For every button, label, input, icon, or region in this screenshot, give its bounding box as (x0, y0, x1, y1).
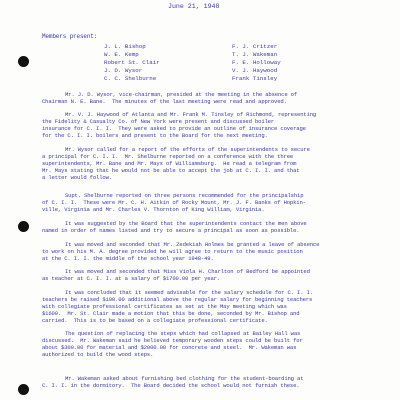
minutes-line: at the C. I. I. the middle of the school year 1948-49. (42, 255, 214, 262)
members-label: Members present: (42, 33, 98, 40)
minutes-line: insurance for C. I. I. They were asked to provide an outline of insurance coverage (42, 125, 306, 132)
minutes-line: C. I. I. in the dormitory. The Board decided the school would not furnish these. (42, 382, 300, 389)
member-name: T. J. Wakeman (232, 51, 278, 58)
member-name: J. D. Wysor (104, 67, 143, 74)
minutes-line: ville, Virginia and Mr. Charles V. Thornton of King William, Virginia. (42, 206, 265, 213)
member-name: J. L. Bishop (104, 43, 146, 50)
minutes-line: It was moved and seconded that Mr. Zedekiah Holmes be granted a leave of absence (65, 241, 320, 248)
minutes-line: about $300.00 for material and $2000.00 for concrete and steel. Mr. Wakeman was (42, 344, 297, 351)
minutes-line: Mr. V. J. Haywood of Atlanta and Mr. Frank M. Tinsley of Richmond, representing (65, 111, 317, 118)
minutes-line: Mr. Wysor called for a report of the efforts of the superintendents to secure (65, 146, 310, 153)
minutes-line: Mr. J. D. Wysor, vice-chairman, presided at the meeting in the absence of (65, 91, 298, 98)
minutes-line: a principal for C. I. I. Mr. Shelburne reported on a conference with the three (42, 153, 294, 160)
minutes-line: named in order of names listed and try to secure a principal as soon as possible. (42, 227, 300, 234)
minutes-line: discussed. Mr. Wakeman said he believed temporary wooden steps could be built for (42, 337, 303, 344)
minutes-line: It was concluded that it seemed advisable for the salary schedule for C. I. I. (65, 289, 313, 296)
minutes-line: of C. I. I. These were Mr. C. H. Aitkin of Rocky Mount, Mr. J. F. Banks of Hopkin- (42, 199, 306, 206)
member-name: W. E. Kemp (104, 51, 139, 58)
meeting-date: June 21, 1948 (168, 3, 220, 10)
minutes-line: $1600. Mr. St. Clair made a motion that this be done, seconded by Mr. Bishop and (42, 310, 300, 317)
minutes-line: teachers be raised $100.00 additional above the regular salary for beginning teachers (42, 296, 313, 303)
member-name: Robert St. Clair (104, 59, 160, 66)
minutes-line: The question of replacing the steps which had collapsed at Bailey Hall was (65, 330, 301, 337)
minutes-line: as teacher at C. I. I. at a salary of $1700.00 per year. (42, 275, 221, 282)
member-name: Frank Tinsley (232, 75, 278, 82)
minutes-line: Mr. Wakeman asked about furnishing bed clothing for the student-boarding at (65, 375, 304, 382)
minutes-line: with collegiate professional certificates as set at the May meeting which was (42, 303, 287, 310)
member-name: F. E. Holloway (232, 59, 281, 66)
minutes-line: to work on his M. A. degree provided he will agree to return to the music position (42, 248, 303, 255)
minutes-line: It was suggested by the Board that the superintendents contact the men above (65, 220, 307, 227)
member-name: C. C. Shelburne (104, 75, 157, 82)
punch-hole (18, 221, 29, 232)
punch-hole (18, 56, 29, 67)
minutes-line: carried. This is to be based on a collegiate professional certificate. (42, 317, 268, 324)
punch-hole (18, 384, 29, 395)
minutes-line: Supt. Shelburne reported on three persons recommended for the principalship (65, 192, 304, 199)
minutes-line: Chairman N. E. Bane. The minutes of the last meeting were read and approved. (42, 98, 287, 105)
minutes-line: authorized to build the wood steps. (42, 351, 154, 358)
minutes-line: a letter would follow. (42, 174, 112, 181)
minutes-line: for the C. I. I. boilers and present to the Board for the next meeting. (42, 132, 268, 139)
minutes-line: It was moved and seconded that Miss Viola H. Charlton of Bedford be appointed (65, 268, 310, 275)
minutes-line: Mr. Mays stating that he would not be able to accept the job at C. I. I. and that (42, 167, 300, 174)
minutes-line: the Fidelity & Casualty Co. of New York were present and discussed boiler (42, 118, 275, 125)
member-name: F. J. Critzer (232, 43, 278, 50)
minutes-line: superintendents, Mr. Bane and Mr. Mays of Williamsburg. He read a telegram from (42, 160, 297, 167)
member-name: V. J. Haywood (232, 67, 278, 74)
